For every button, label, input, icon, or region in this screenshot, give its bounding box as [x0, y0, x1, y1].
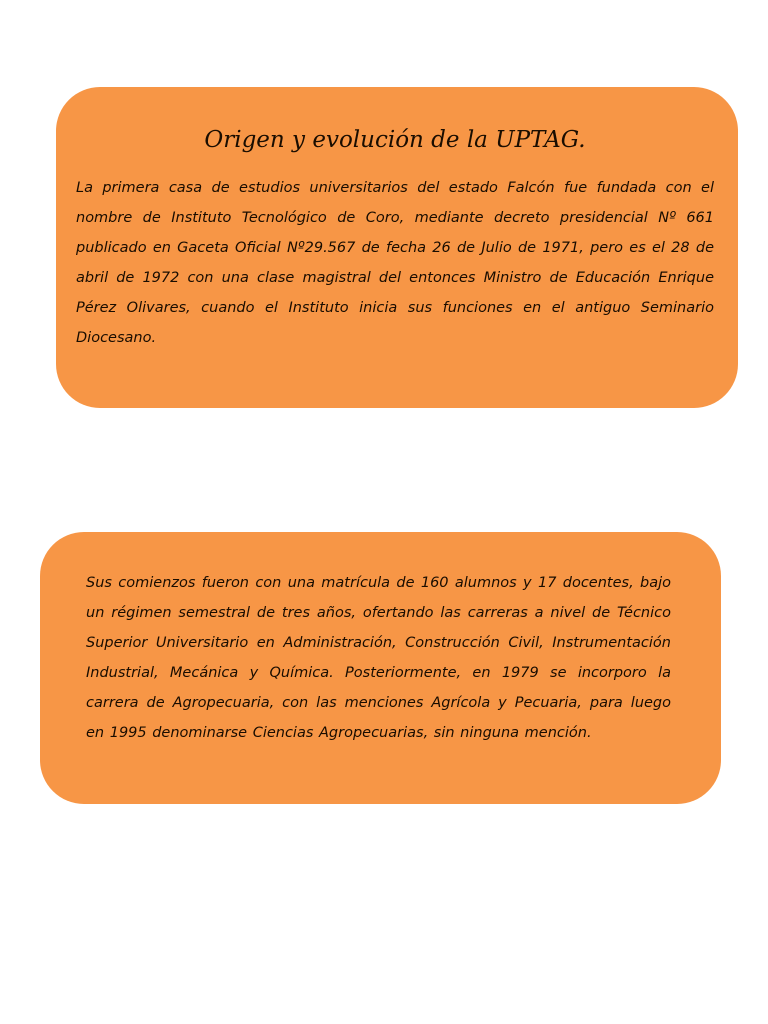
origin-paragraph: La primera casa de estudios universitarios del estado Falcón fue fundada con el nombre de Instituto Tecnológico de Coro, mediante decreto presidencial Nº 661 publicado en Gaceta Oficial Nº29.567 de fecha 26 de Julio de 1971, pero es el 28 de abril de 1972 con una clase magistral del entonces Ministro de Educación Enrique Pérez Olivares, cuando el Instituto inicia sus funciones en el antiguo Seminario Diocesano.: [76, 179, 714, 346]
origin-card: [56, 87, 738, 408]
beginnings-paragraph: Sus comienzos fueron con una matrícula de 160 alumnos y 17 docentes, bajo un régimen semestral de tres años, ofertando las carreras a nivel de Técnico Superior Universitario en Administración, Construcción Civil, Instrumentación Industrial, Mecánica y Química. Posteriormente, en 1979 se incorporo la carrera de Agropecuaria, con las menciones Agrícola y Pecuaria, para luego en 1995 denominarse Ciencias Agropecuarias, sin ninguna mención.: [86, 575, 671, 741]
beginnings-card: [40, 532, 721, 804]
section-title: Origen y evolución de la UPTAG.: [204, 127, 586, 153]
